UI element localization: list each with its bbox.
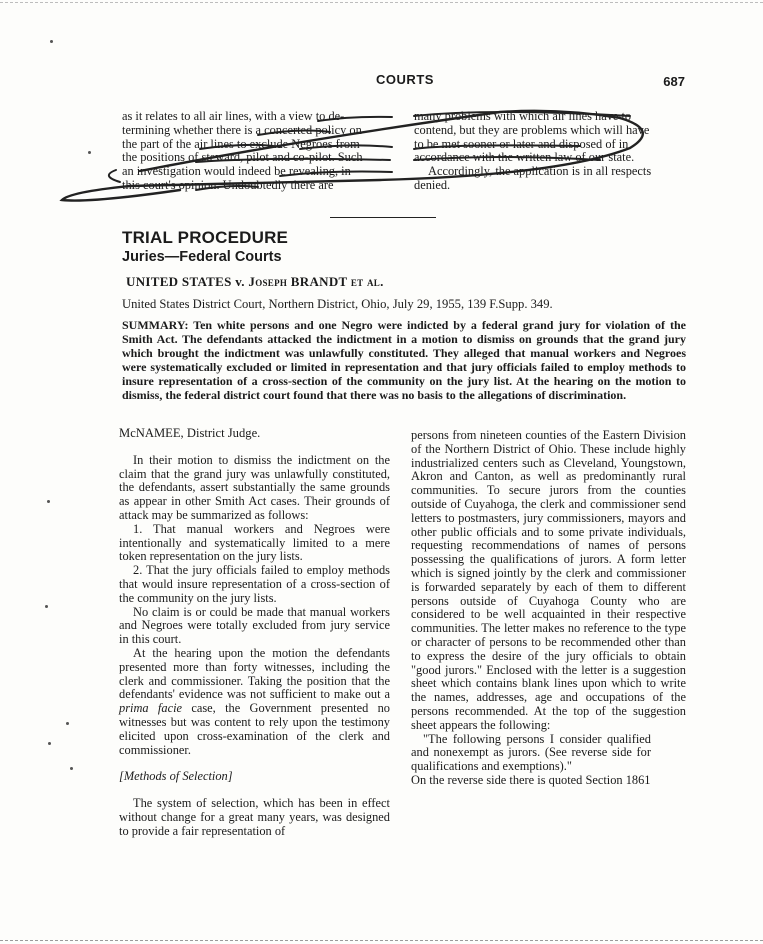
opinion-right-column bbox=[411, 429, 686, 788]
text-line: contend, but they are problems which will have bbox=[414, 122, 650, 137]
paragraph: The system of selection, which has been in effect without change for a great many years, was designed to provide a fair representation of bbox=[119, 796, 390, 838]
text-line: Accordingly, the application is in all respects bbox=[428, 164, 652, 179]
scan-speck bbox=[70, 767, 73, 770]
paragraph: persons from nineteen counties of the Eastern Division of the Northern District of Ohio. These include highly industrialized centers such as Cleveland, Youngstown, Akron and Canton, as well as predominantly rural communities. To secure jurors from the counties outside of Cuyahoga, the clerk and commissioner send letters to postmasters, jury commissioners, mayors and other public officials and to some private individuals, requesting recommendations of names of persons possessing the qualifications of jurors. A form letter which is signed jointly by the clerk and commissioner is forwarded separately by each of them to different persons outside of Cuyahoga County who are considered to be well acquainted in their respective communities. The letter makes no reference to the type or character of persons to be recommended other than to express the desire of the jury officials to obtain "good jurors." Enclosed with the letter is a suggestion sheet which contains blank lines upon which to write the names, addresses, age and occupations of the persons recommended. At the top of the suggestion sheet appears the following: bbox=[411, 428, 686, 732]
scan-speck bbox=[88, 151, 91, 154]
text-line: as it relates to all air lines, with a view to de- bbox=[122, 109, 345, 123]
judge-name: McNAMEE, District Judge. bbox=[119, 426, 261, 440]
subheading bbox=[119, 770, 390, 784]
paragraph: On the reverse side there is quoted Section 1861 bbox=[411, 772, 651, 787]
paragraph-text: case, the Government presented no witnesses but was content to rely upon the testimony elicited upon cross-examination of the clerk and commissioner. bbox=[119, 701, 390, 757]
running-header: COURTS bbox=[376, 72, 434, 87]
case-citation: United States District Court, Northern District, Ohio, July 29, 1955, 139 F.Supp. 349. bbox=[122, 297, 553, 311]
text-line: termining whether there is a concerted policy on bbox=[122, 122, 362, 137]
paragraph-text: At the hearing upon the motion the defendants presented more than forty witnesses, including the clerk and commissioner. Taking the position that the defendants' evidence was not sufficient to make out a bbox=[119, 645, 390, 702]
scan-bottom-edge bbox=[0, 940, 763, 942]
scan-speck bbox=[66, 722, 69, 725]
case-summary: SUMMARY: Ten white persons and one Negro were indicted by a federal grand jury for violation of the Smith Act. The defendants attacked the indictment in a motion to dismiss on grounds that the grand jury which brought the indictment was unlawfully constituted. They alleged that manual workers and Negroes were systematically excluded or limited in representation and that jury officials failed to employ methods to insure representation of a cross-section of the community on the jury list. At the hearing on the motion to dismiss, the federal district court found that there was no basis to the allegations of discrimination. bbox=[122, 318, 686, 402]
paragraph: No claim is or could be made that manual workers and Negroes were totally excluded from jury service in this court. bbox=[119, 604, 390, 647]
block-quote: "The following persons I consider qualified and nonexempt as jurors. (See reverse side for qualifications and exemptions)." bbox=[411, 731, 651, 774]
case-title-part: BRANDT bbox=[290, 274, 348, 289]
text-line: denied. bbox=[414, 177, 451, 192]
scan-speck bbox=[48, 742, 51, 745]
case-title-part: UNITED STATES v. bbox=[126, 274, 245, 289]
case-title bbox=[126, 274, 384, 290]
page-number: 687 bbox=[663, 74, 685, 89]
text-line: many problems with which air lines have to bbox=[414, 109, 632, 123]
paragraph: In their motion to dismiss the indictment on the claim that the grand jury was unlawfully constituted, the defendants, assert substantially the same grounds as appear in other Smith Act cases. Their grounds of attack may be summarized as follows: bbox=[119, 452, 390, 522]
case-title-part: et al. bbox=[350, 274, 384, 289]
text-line: accordance with the written law of our state. bbox=[414, 150, 635, 165]
paragraph: 2. That the jury officials failed to employ methods that would insure representation of a cross-section of the community on the jury lists. bbox=[119, 563, 390, 605]
section-subtitle: Juries—Federal Courts bbox=[122, 249, 282, 265]
paragraph: 1. That manual workers and Negroes were intentionally and systematically limited to a mere token representation on the jury lists. bbox=[119, 521, 390, 564]
italic-term: prima facie bbox=[119, 701, 183, 716]
scan-speck bbox=[50, 40, 53, 43]
paragraph bbox=[119, 647, 390, 757]
text-line: an investigation would indeed be revealing, in bbox=[122, 164, 351, 179]
scan-speck bbox=[45, 605, 48, 608]
scan-speck bbox=[47, 500, 50, 503]
case-title-part: Joseph bbox=[248, 274, 288, 289]
section-title: TRIAL PROCEDURE bbox=[122, 228, 289, 247]
text-line: this court's opinion. Undoubtedly there are bbox=[122, 177, 334, 192]
opinion-left-column bbox=[119, 427, 390, 839]
text-line: the part of the air lines to exclude Negroes from bbox=[122, 136, 360, 151]
subheading-text: [Methods of Selection] bbox=[119, 769, 233, 784]
text-line: to be met sooner or later and disposed of in bbox=[414, 136, 629, 151]
section-divider bbox=[330, 217, 436, 218]
text-line: the positions of steward, pilot and co-pilot. Such bbox=[122, 150, 363, 165]
